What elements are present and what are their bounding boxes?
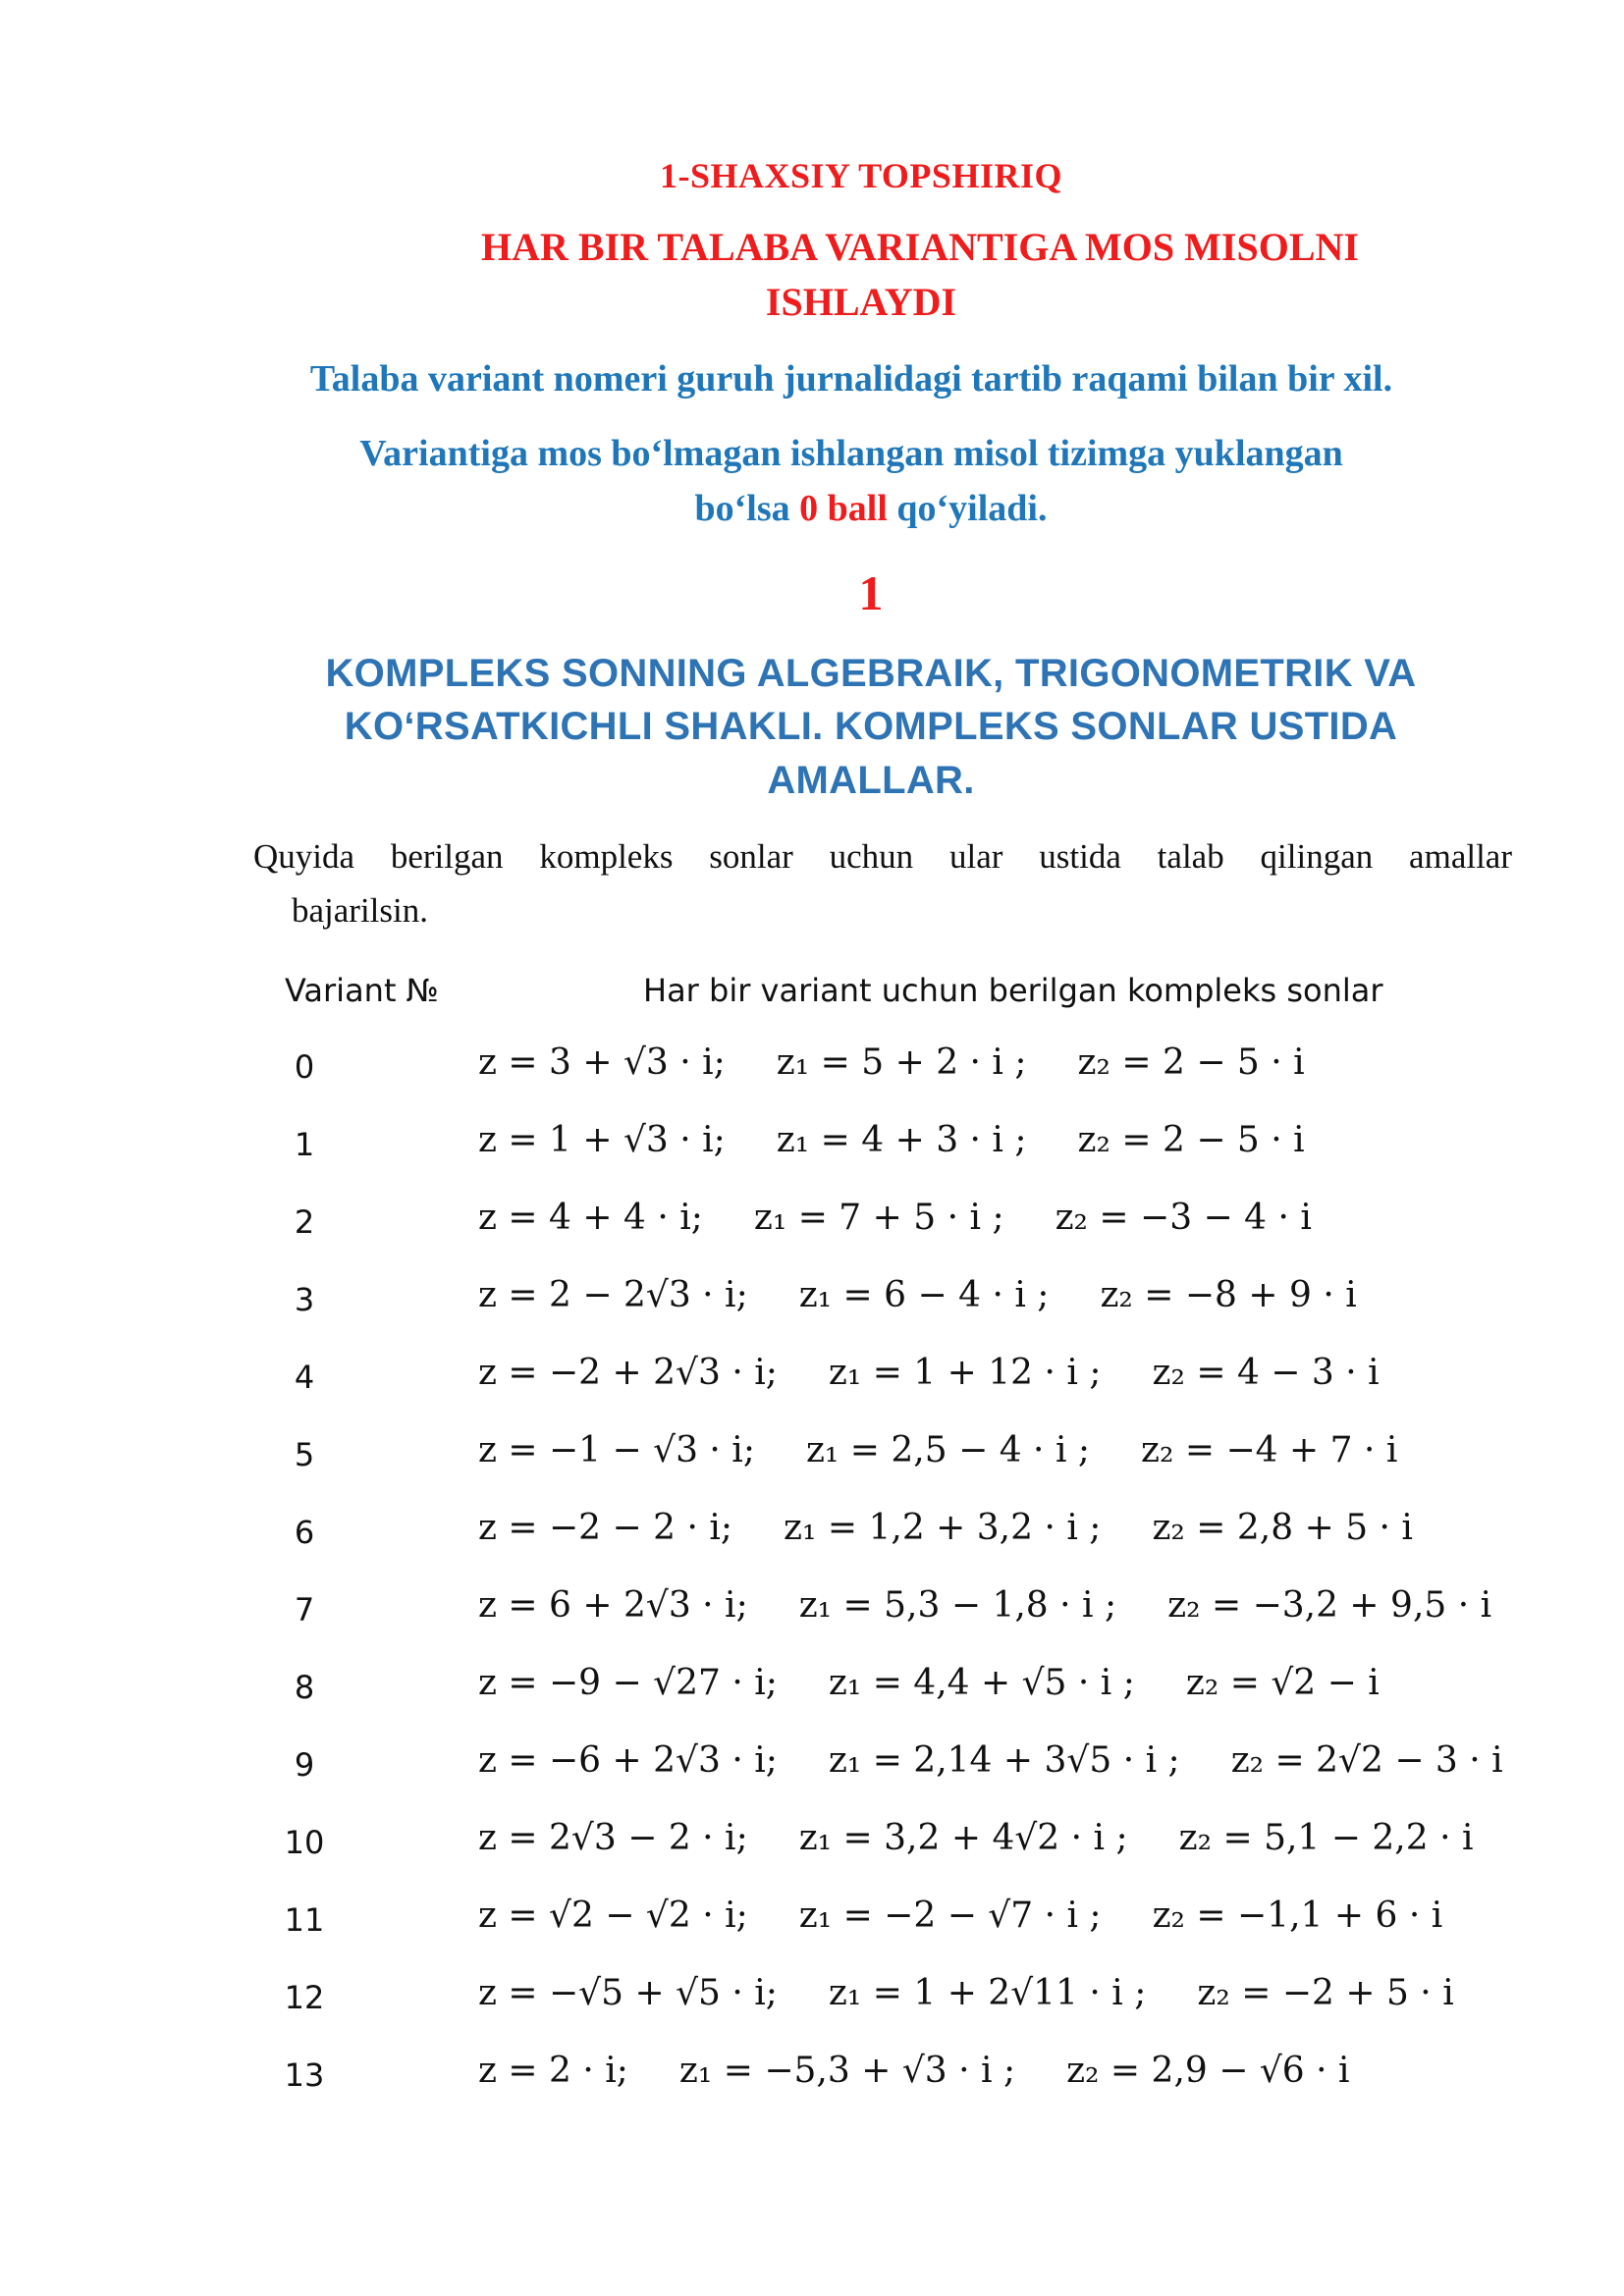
complex-numbers bbox=[478, 1896, 1442, 1936]
instruction-line2: bajarilsin. bbox=[292, 891, 428, 930]
z1-value: z₁ = 2,5 − 4 · i ; bbox=[805, 1430, 1091, 1470]
complex-numbers bbox=[478, 1818, 1473, 1858]
section-heading-line3: AMALLAR. bbox=[767, 759, 975, 802]
complex-numbers bbox=[478, 1430, 1397, 1470]
table-row bbox=[0, 1275, 1624, 1334]
z1-value: z₁ = −5,3 + √3 · i ; bbox=[678, 2051, 1016, 2091]
z2-value: z₂ = −3 − 4 · i bbox=[1055, 1198, 1312, 1238]
complex-numbers bbox=[478, 1740, 1503, 1781]
table-row bbox=[0, 2051, 1624, 2109]
table-row bbox=[0, 1663, 1624, 1722]
z2-value: z₂ = 2 − 5 · i bbox=[1077, 1120, 1305, 1160]
section-heading-line1: KOMPLEKS SONNING ALGEBRAIK, TRIGONOMETRIK VA bbox=[325, 652, 1417, 695]
table-row bbox=[0, 1353, 1624, 1412]
z1-value: z₁ = 5,3 − 1,8 · i ; bbox=[798, 1585, 1117, 1626]
z1-value: z₁ = 1 + 2√11 · i ; bbox=[828, 1973, 1147, 2013]
z2-value: z₂ = 2 − 5 · i bbox=[1077, 1042, 1305, 1083]
variant-number: 2 bbox=[294, 1203, 315, 1241]
z-value: z = −6 + 2√3 · i; bbox=[478, 1740, 778, 1781]
variant-number: 0 bbox=[294, 1048, 315, 1086]
column-header-variant: Variant № bbox=[285, 972, 439, 1009]
penalty-note-line2 bbox=[59, 487, 1624, 530]
task-subtitle-line1: HAR BIR TALABA VARIANTIGA MOS MISOLNI bbox=[481, 225, 1359, 269]
variant-rule-note: Talaba variant nomeri guruh jurnalidagi tartib raqami bilan bir xil. bbox=[309, 358, 1393, 400]
variant-number: 5 bbox=[294, 1436, 315, 1473]
variant-number: 12 bbox=[284, 1979, 325, 2016]
task-title: 1-SHAXSIY TOPSHIRIQ bbox=[660, 156, 1062, 195]
penalty-note-line1: Variantiga mos bo‘lmagan ishlangan misol tizimga yuklangan bbox=[359, 433, 1343, 474]
z2-value: z₂ = 2,8 + 5 · i bbox=[1152, 1508, 1413, 1548]
zero-ball-highlight: 0 ball bbox=[799, 488, 888, 529]
variant-number: 7 bbox=[294, 1591, 315, 1629]
z1-value: z₁ = 7 + 5 · i ; bbox=[753, 1198, 1004, 1238]
variant-number: 10 bbox=[284, 1824, 325, 1861]
variant-number: 4 bbox=[294, 1359, 315, 1396]
z-value: z = 1 + √3 · i; bbox=[478, 1120, 726, 1160]
complex-numbers bbox=[478, 1353, 1380, 1393]
z1-value: z₁ = 5 + 2 · i ; bbox=[776, 1042, 1027, 1083]
penalty-note-start: bo‘lsa bbox=[694, 488, 800, 529]
z2-value: z₂ = 2,9 − √6 · i bbox=[1066, 2051, 1350, 2091]
complex-numbers bbox=[478, 1973, 1454, 2013]
column-header-numbers: Har bir variant uchun berilgan kompleks sonlar bbox=[643, 972, 1383, 1009]
complex-numbers bbox=[478, 1663, 1380, 1703]
z-value: z = −2 − 2 · i; bbox=[478, 1508, 733, 1548]
z2-value: z₂ = −1,1 + 6 · i bbox=[1152, 1896, 1443, 1936]
section-heading-line2: KO‘RSATKICHLI SHAKLI. KOMPLEKS SONLAR USTIDA bbox=[344, 705, 1398, 748]
z-value: z = −√5 + √5 · i; bbox=[478, 1973, 778, 2013]
table-row bbox=[0, 1585, 1624, 1644]
complex-numbers bbox=[478, 1198, 1312, 1238]
complex-numbers bbox=[478, 1585, 1491, 1626]
table-row bbox=[0, 1198, 1624, 1256]
variant-number: 13 bbox=[284, 2056, 325, 2094]
z1-value: z₁ = 3,2 + 4√2 · i ; bbox=[798, 1818, 1128, 1858]
z-value: z = √2 − √2 · i; bbox=[478, 1896, 748, 1936]
variant-number: 3 bbox=[294, 1281, 315, 1318]
z-value: z = 2 · i; bbox=[478, 2051, 628, 2091]
complex-numbers bbox=[478, 1042, 1305, 1083]
table-row bbox=[0, 1430, 1624, 1489]
z1-value: z₁ = 4 + 3 · i ; bbox=[776, 1120, 1027, 1160]
z-value: z = 4 + 4 · i; bbox=[478, 1198, 703, 1238]
z-value: z = 2√3 − 2 · i; bbox=[478, 1818, 748, 1858]
table-row bbox=[0, 1818, 1624, 1877]
z2-value: z₂ = −8 + 9 · i bbox=[1100, 1275, 1357, 1315]
variant-number: 9 bbox=[294, 1746, 315, 1784]
z2-value: z₂ = √2 − i bbox=[1185, 1663, 1380, 1703]
table-row bbox=[0, 1042, 1624, 1101]
z2-value: z₂ = −2 + 5 · i bbox=[1197, 1973, 1454, 2013]
z-value: z = 2 − 2√3 · i; bbox=[478, 1275, 748, 1315]
z-value: z = −1 − √3 · i; bbox=[478, 1430, 755, 1470]
table-row bbox=[0, 1740, 1624, 1799]
z1-value: z₁ = 6 − 4 · i ; bbox=[798, 1275, 1050, 1315]
z2-value: z₂ = 4 − 3 · i bbox=[1152, 1353, 1380, 1393]
table-row bbox=[0, 1896, 1624, 1954]
table-row bbox=[0, 1508, 1624, 1567]
z2-value: z₂ = −4 + 7 · i bbox=[1141, 1430, 1398, 1470]
z-value: z = 3 + √3 · i; bbox=[478, 1042, 726, 1083]
table-row bbox=[0, 1120, 1624, 1179]
complex-numbers bbox=[478, 1275, 1357, 1315]
z-value: z = −9 − √27 · i; bbox=[478, 1663, 778, 1703]
table-row bbox=[0, 1973, 1624, 2032]
variant-number: 11 bbox=[284, 1901, 325, 1939]
z2-value: z₂ = 5,1 − 2,2 · i bbox=[1178, 1818, 1474, 1858]
variant-number: 6 bbox=[294, 1514, 315, 1551]
z2-value: z₂ = −3,2 + 9,5 · i bbox=[1167, 1585, 1492, 1626]
z1-value: z₁ = 4,4 + √5 · i ; bbox=[828, 1663, 1135, 1703]
section-number: 1 bbox=[858, 565, 884, 620]
z1-value: z₁ = −2 − √7 · i ; bbox=[798, 1896, 1102, 1936]
z1-value: z₁ = 1 + 12 · i ; bbox=[828, 1353, 1102, 1393]
z-value: z = 6 + 2√3 · i; bbox=[478, 1585, 748, 1626]
complex-numbers bbox=[478, 2051, 1350, 2091]
complex-numbers bbox=[478, 1508, 1413, 1548]
z1-value: z₁ = 1,2 + 3,2 · i ; bbox=[784, 1508, 1102, 1548]
complex-numbers bbox=[478, 1120, 1305, 1160]
task-subtitle-line2: ISHLAYDI bbox=[765, 280, 957, 324]
z1-value: z₁ = 2,14 + 3√5 · i ; bbox=[828, 1740, 1180, 1781]
variant-number: 8 bbox=[294, 1669, 315, 1706]
instruction-line1: Quyida berilgan kompleks sonlar uchun ular ustida talab qilingan amallar bbox=[253, 837, 1512, 876]
z2-value: z₂ = 2√2 − 3 · i bbox=[1230, 1740, 1503, 1781]
z-value: z = −2 + 2√3 · i; bbox=[478, 1353, 778, 1393]
variant-number: 1 bbox=[294, 1126, 315, 1163]
penalty-note-end: qo‘yiladi. bbox=[887, 488, 1048, 529]
